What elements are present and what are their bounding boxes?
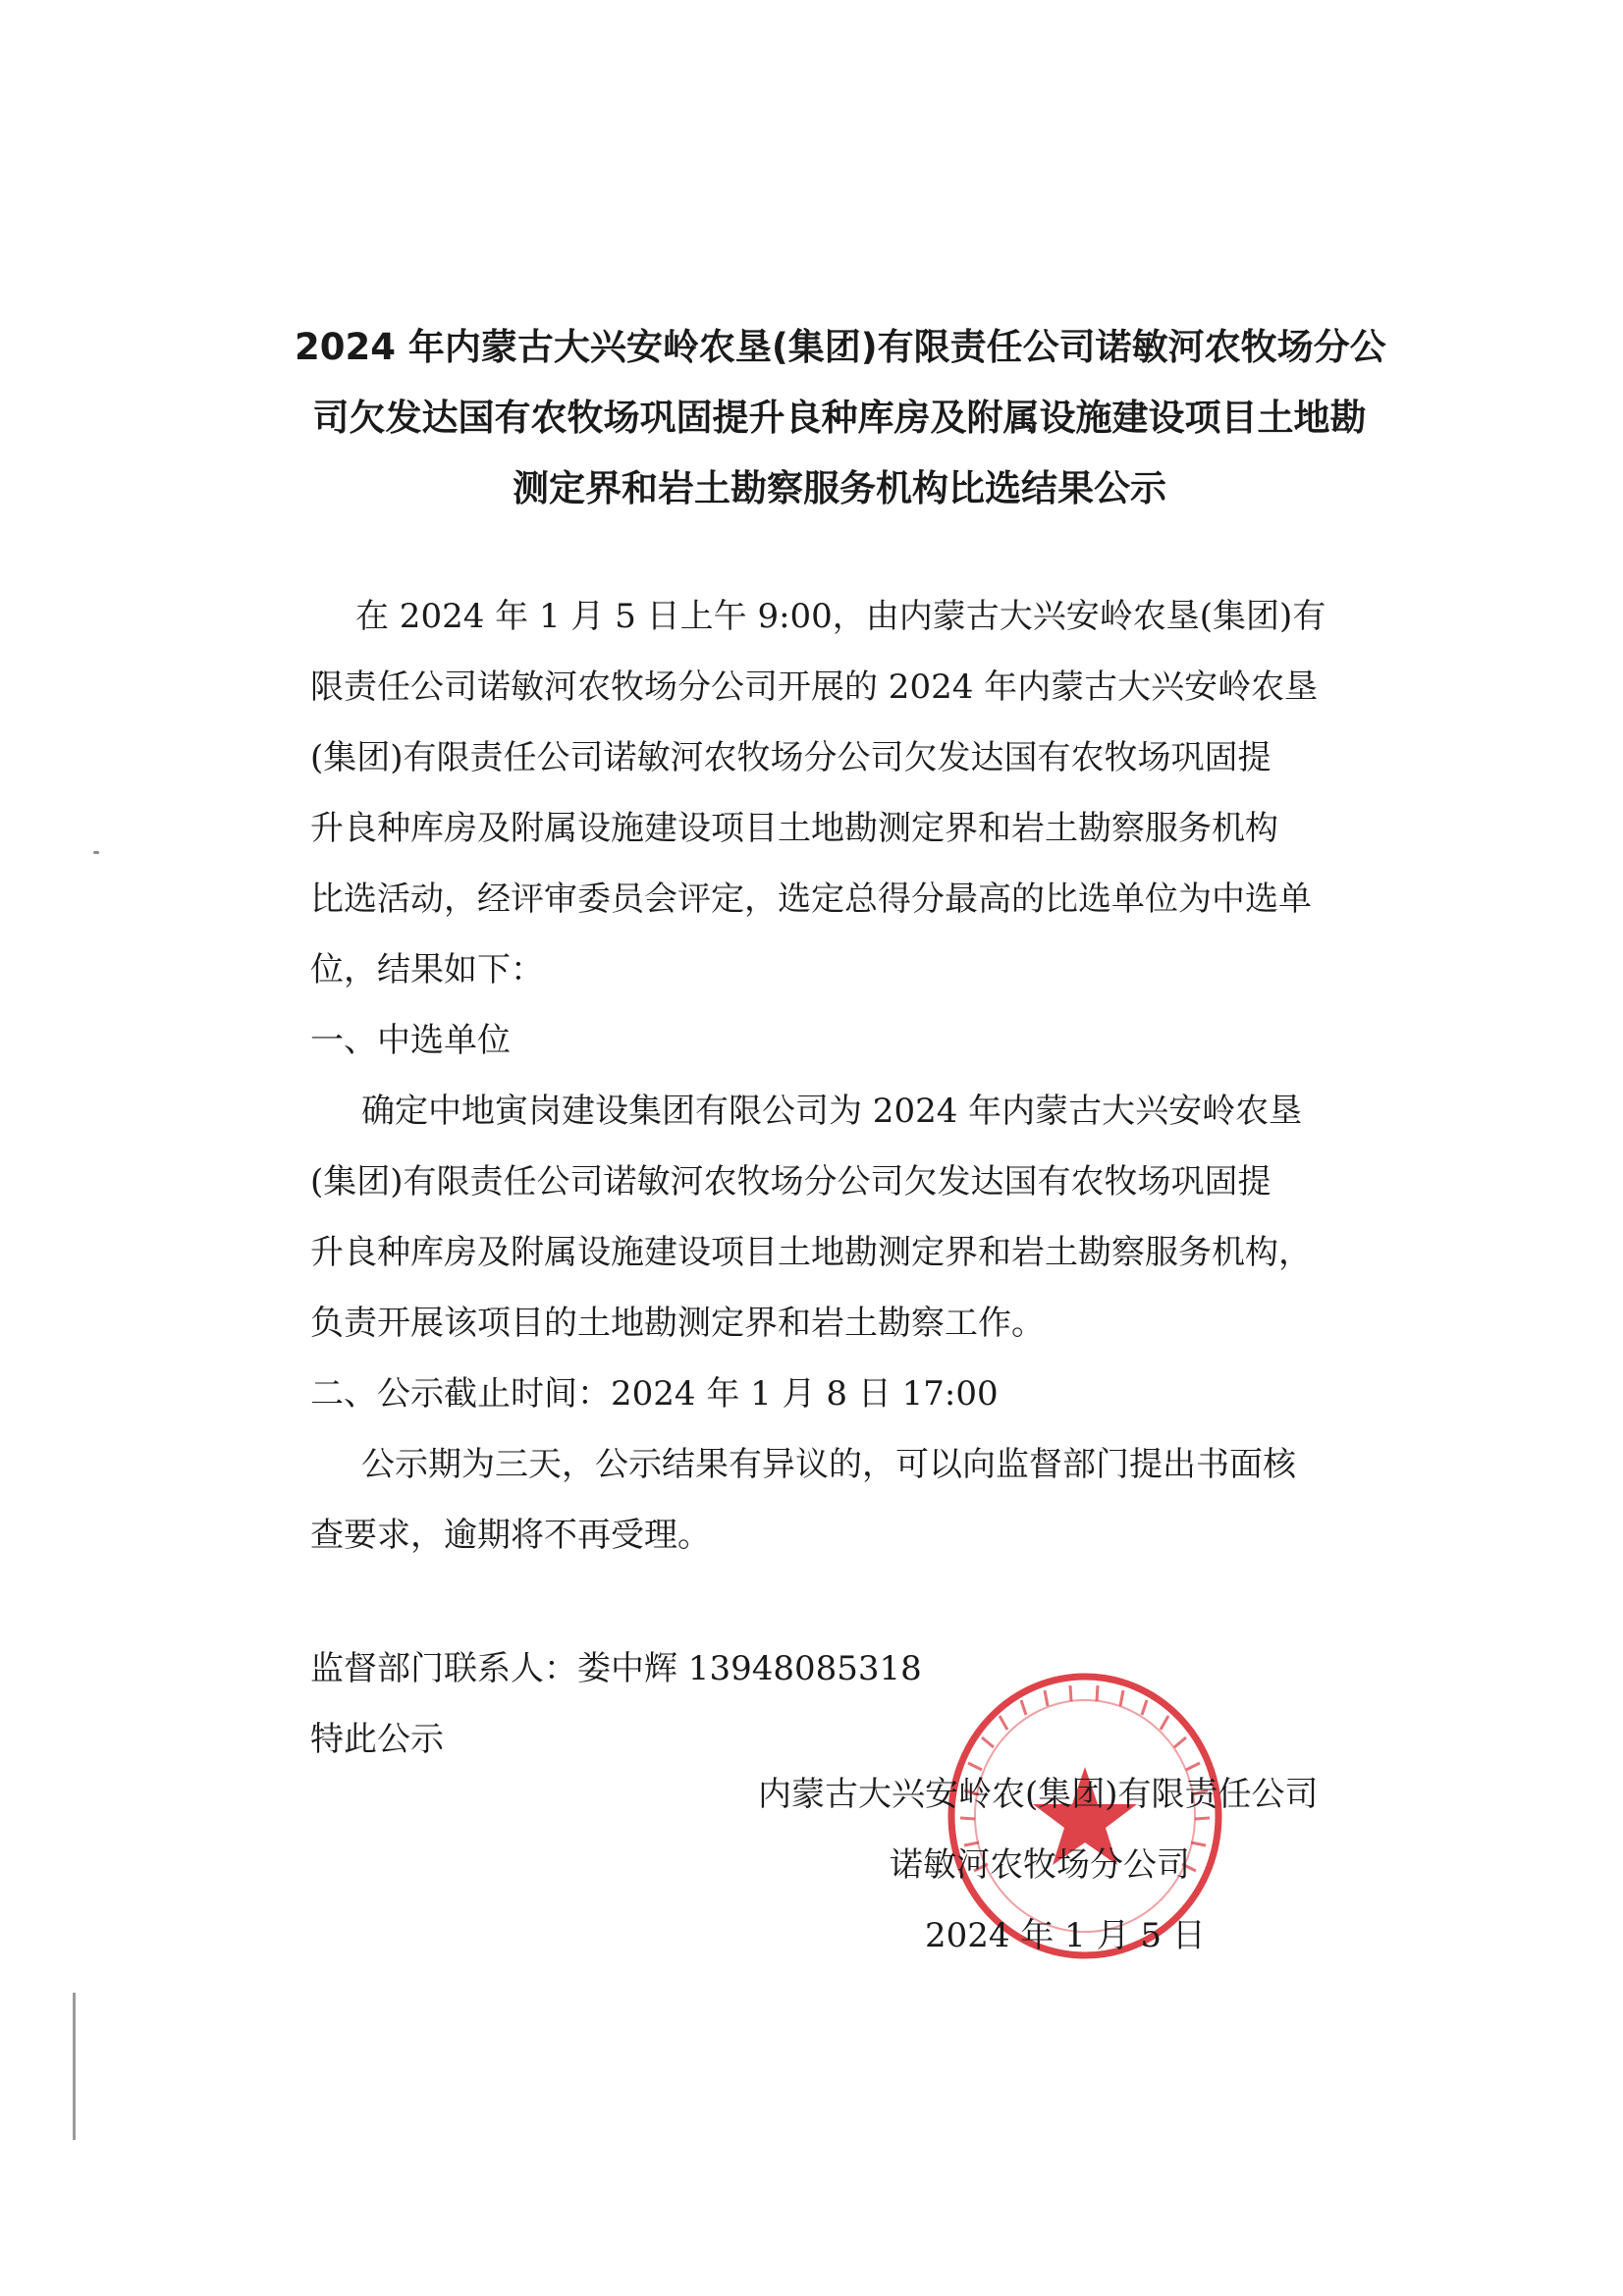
section-1-line-4: 负责开展该项目的土地勘测定界和岩土勘察工作。 [310,1304,1045,1343]
intro-line-2: 限责任公司诺敏河农牧场分公司开展的 2024 年内蒙古大兴安岭农垦 [310,667,1319,707]
document-title [295,312,1384,524]
section-1-line-1: 确定中地寅岗建设集团有限公司为 2024 年内蒙古大兴安岭农垦 [361,1092,1303,1131]
closing-line: 特此公示 [310,1720,444,1759]
intro-line-3: (集团)有限责任公司诺敏河农牧场分公司欠发达国有农牧场巩固提 [310,738,1271,777]
signature-branch: 诺敏河农牧场分公司 [890,1845,1190,1885]
scan-speck [93,851,99,854]
section-2-line-1: 公示期为三天，公示结果有异议的，可以向监督部门提出书面核 [361,1445,1296,1484]
intro-line-5: 比选活动，经评审委员会评定，选定总得分最高的比选单位为中选单 [310,880,1312,919]
section-1-line-3: 升良种库房及附属设施建设项目土地勘测定界和岩土勘察服务机构， [310,1233,1312,1272]
section-2-line-2: 查要求，逾期将不再受理。 [310,1516,711,1555]
intro-line-6: 位，结果如下： [310,950,544,989]
title-line-3: 测定界和岩土勘察服务机构比选结果公示 [513,467,1166,509]
contact-line: 监督部门联系人：娄中辉 13948085318 [310,1649,922,1688]
title-line-1: 2024 年内蒙古大兴安岭农垦(集团)有限责任公司诺敏河农牧场分公 [295,326,1386,368]
title-line-2: 司欠发达国有农牧场巩固提升良种库房及附属设施建设项目土地勘 [312,397,1367,439]
signature-organization: 内蒙古大兴安岭农(集团)有限责任公司 [758,1775,1319,1814]
scan-margin-mark [73,1993,76,2140]
section-1-line-2: (集团)有限责任公司诺敏河农牧场分公司欠发达国有农牧场巩固提 [310,1162,1271,1201]
intro-line-4: 升良种库房及附属设施建设项目土地勘测定界和岩土勘察服务机构 [310,809,1278,848]
section-2-heading: 二、公示截止时间：2024 年 1 月 8 日 17:00 [310,1374,999,1414]
signature-date: 2024 年 1 月 5 日 [925,1916,1206,1955]
intro-line-1: 在 2024 年 1 月 5 日上午 9:00，由内蒙古大兴安岭农垦(集团)有 [355,597,1326,636]
section-1-heading: 一、中选单位 [310,1021,511,1060]
